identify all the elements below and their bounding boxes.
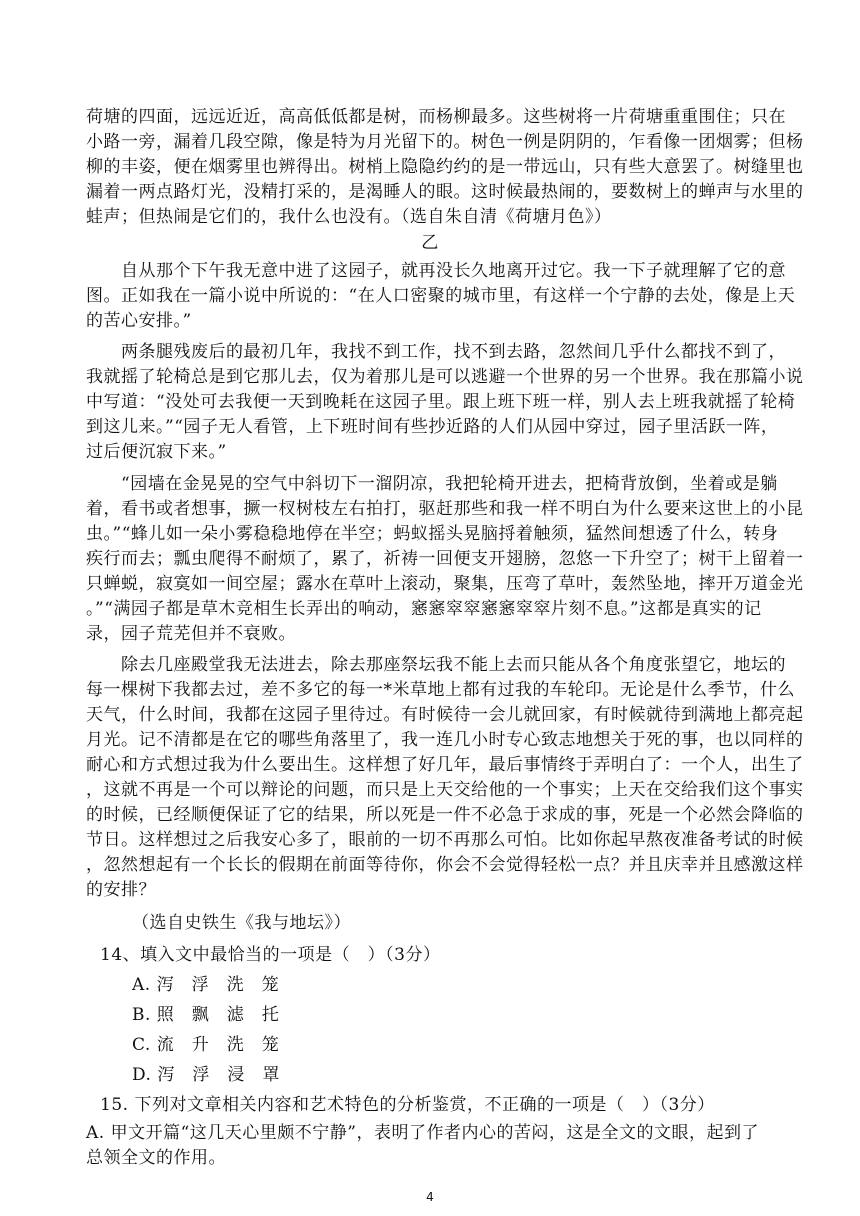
passage-yi-source: （选自史铁生《我与地坛》） [132, 913, 351, 933]
question-15-stem: 15. 下列对文章相关内容和艺术特色的分析鉴赏，不正确的一项是（ ）（3分） [100, 1095, 715, 1115]
passage-jia-line-1: 荷塘的四面，远远近近，高高低低都是树，而杨柳最多。这些树将一片荷塘重重围住；只在 [86, 107, 786, 127]
section-label: 乙 [421, 233, 439, 253]
passage-yi-p2-line-4: 到这儿来。”“园子无人看管，上下班时间有些抄近路的人们从园中穿过，园子里活跃一阵， [86, 417, 779, 437]
passage-jia-line-4: 漏着一两点路灯光，没精打采的，是渴睡人的眼。这时候最热闹的，要数树上的蝉声与水里的 [86, 182, 804, 202]
passage-yi-p4-line-6: ，这就不再是一个可以辩论的问题，而只是上天交给他的一个事实；上天在交给我们这个事实 [86, 780, 804, 800]
passage-yi-p3-line-6: 。”“满园子都是草木竞相生长弄出的响动，窸窸窣窣窸窸窣窣片刻不息。”这都是真实的记 [86, 599, 762, 619]
passage-yi-p4-line-5: 耐心和方式想过我为什么要出生。这样想了好几年，最后事情终于弄明白了：一个人，出生了 [86, 755, 804, 775]
passage-jia-line-5: 蛙声；但热闹是它们的，我什么也没有。（选自朱自清《荷塘月色》） [86, 207, 612, 227]
passage-jia-line-2: 小路一旁，漏着几段空隙，像是特为月光留下的。树色一例是阴阴的，乍看像一团烟雾；但杨 [86, 132, 804, 152]
question-14-option-b: B. 照 飘 滤 托 [132, 1005, 280, 1025]
passage-yi-p2-line-5: 过后便沉寂下来。” [86, 442, 227, 462]
passage-yi-p4-line-3: 天气，什么时间，我都在这园子里待过。有时候待一会儿就回家，有时候就待到满地上都亮起 [86, 705, 804, 725]
passage-yi-p4-line-4: 月光。记不清都是在它的哪些角落里了，我一连几小时专心致志地想关于死的事，也以同样的 [86, 730, 804, 750]
passage-yi-p4-line-1: 除去几座殿堂我无法进去，除去那座祭坛我不能上去而只能从各个角度张望它，地坛的 [86, 655, 786, 675]
passage-yi-p4-line-7: 的时候，已经顺便保证了它的结果，所以死是一件不必急于求成的事，死是一个必然会降临的 [86, 805, 804, 825]
passage-yi-p3-line-4: 疾行而去；瓢虫爬得不耐烦了，累了，祈祷一回便支开翅膀，忽悠一下升空了；树干上留着一 [86, 549, 804, 569]
passage-yi-p4-line-9: ，忽然想起有一个长长的假期在前面等待你，你会不会觉得轻松一点？并且庆幸并且感激这样 [86, 855, 804, 875]
passage-yi-p2-line-2: 我就摇了轮椅总是到它那儿去，仅为着那儿是可以逃避一个世界的另一个世界。我在那篇小说 [86, 367, 804, 387]
passage-yi-p3-line-3: 虫。”“蜂儿如一朵小雾稳稳地停在半空；蚂蚁摇头晃脑捋着触须，猛然间想透了什么，转身 [86, 524, 779, 544]
question-14-option-c: C. 流 升 洗 笼 [132, 1035, 280, 1055]
passage-yi-p3-line-2: 着，看书或者想事，撅一杈树枝左右拍打，驱赶那些和我一样不明白为什么要来这世上的小昆 [86, 499, 804, 519]
passage-yi-p4-line-2: 每一棵树下我都去过，差不多它的每一*米草地上都有过我的车轮印。无论是什么季节，什么 [86, 680, 795, 700]
question-15-option-a-line-1: A. 甲文开篇“这几天心里颇不宁静”，表明了作者内心的苦闷，这是全文的文眼，起到了 [86, 1123, 759, 1143]
passage-jia-line-3: 柳的丰姿，便在烟雾里也辨得出。树梢上隐隐约约的是一带远山，只有些大意罢了。树缝里也 [86, 157, 804, 177]
passage-yi-p3-line-5: 只蝉蜕，寂寞如一间空屋；露水在草叶上滚动，聚集，压弯了草叶，轰然坠地，摔开万道金光 [86, 574, 804, 594]
question-14-option-d: D. 泻 浮 浸 罩 [132, 1065, 280, 1085]
question-14-stem: 14、填入文中最恰当的一项是（ ）（3分） [100, 945, 441, 965]
passage-yi-p4-line-10: 的安排？ [86, 880, 156, 900]
question-15-option-a-line-2: 总领全文的作用。 [86, 1148, 226, 1168]
page-number: 4 [426, 1190, 434, 1204]
passage-yi-p1-line-1: 自从那个下午我无意中进了这园子，就再没长久地离开过它。我一下子就理解了它的意 [86, 261, 786, 281]
passage-yi-p1-line-3: 的苦心安排。” [86, 311, 192, 331]
passage-yi-p3-line-1: “园墙在金晃晃的空气中斜切下一溜阴凉，我把轮椅开进去，把椅背放倒，坐着或是躺 [86, 474, 778, 494]
passage-yi-p4-line-8: 节日。这样想过之后我安心多了，眼前的一切不再那么可怕。比如你起早熬夜准备考试的时候 [86, 830, 804, 850]
passage-yi-p3-line-7: 录，园子荒芜但并不衰败。 [86, 624, 296, 644]
passage-yi-p2-line-1: 两条腿残废后的最初几年，我找不到工作，找不到去路，忽然间几乎什么都找不到了， [86, 342, 786, 362]
question-14-option-a: A. 泻 浮 洗 笼 [132, 975, 280, 995]
passage-yi-p2-line-3: 中写道：“没处可去我便一天到晚耗在这园子里。跟上班下班一样，别人去上班我就摇了轮椅 [86, 392, 796, 412]
passage-yi-p1-line-2: 图。正如我在一篇小说中所说的：“在人口密聚的城市里，有这样一个宁静的去处，像是上天 [86, 286, 796, 306]
